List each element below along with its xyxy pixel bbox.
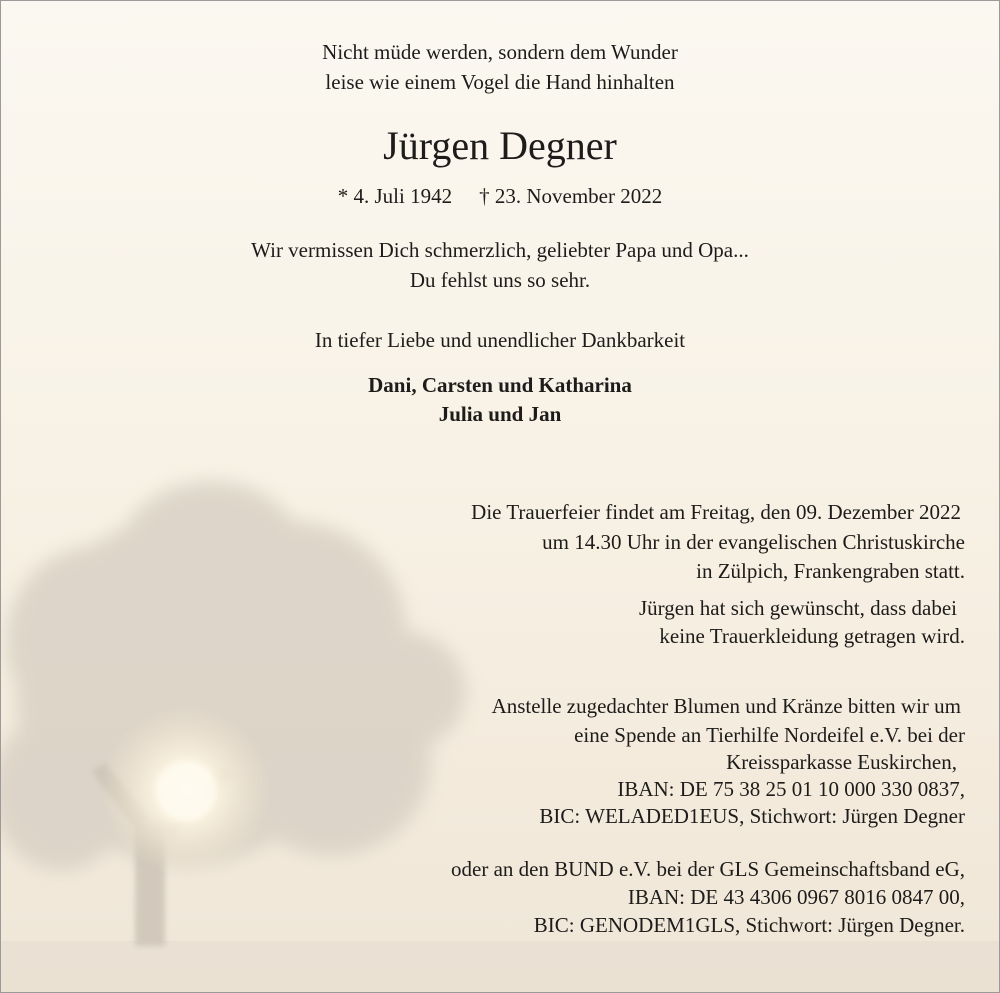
donation-line: oder an den BUND e.V. bei der GLS Gemeinschaftsband eG, [451,857,965,881]
death-date: † 23. November 2022 [479,184,663,208]
deceased-name: Jürgen Degner [383,123,617,168]
poem-line: Nicht müde werden, sondern dem Wunder [322,40,678,64]
wish-line: keine Trauerkleidung getragen wird. [659,624,965,648]
ceremony-line: um 14.30 Uhr in der evangelischen Christuskirche [542,530,965,554]
wish-line: Jürgen hat sich gewünscht, dass dabei [638,596,957,620]
ceremony-line: Die Trauerfeier findet am Freitag, den 09. Dezember 2022 [471,500,961,524]
birth-date: * 4. Juli 1942 [337,184,453,208]
donation-line: Anstelle zugedachter Blumen und Kränze bitten wir um [491,694,961,718]
poem-line: leise wie einem Vogel die Hand hinhalten [325,70,675,94]
closing-line: In tiefer Liebe und unendlicher Dankbarkeit [314,328,686,352]
ceremony-line: in Zülpich, Frankengraben statt. [696,559,965,583]
donation-iban: IBAN: DE 75 38 25 01 10 000 330 0837, [617,777,965,801]
donation-iban: IBAN: DE 43 4306 0967 8016 0847 00, [627,885,965,909]
message-line: Du fehlst uns so sehr. [409,268,591,292]
donation-bic: BIC: WELADED1EUS, Stichwort: Jürgen Degner [539,804,965,828]
message-line: Wir vermissen Dich schmerzlich, geliebter Papa und Opa... [251,238,749,262]
family-line: Dani, Carsten und Katharina [368,373,632,397]
donation-bic: BIC: GENODEM1GLS, Stichwort: Jürgen Degner. [533,913,965,937]
family-line: Julia und Jan [438,402,562,426]
donation-line: eine Spende an Tierhilfe Nordeifel e.V. bei der [574,723,965,747]
life-dates [1,181,999,211]
donation-line: Kreissparkasse Euskirchen, [726,750,957,774]
